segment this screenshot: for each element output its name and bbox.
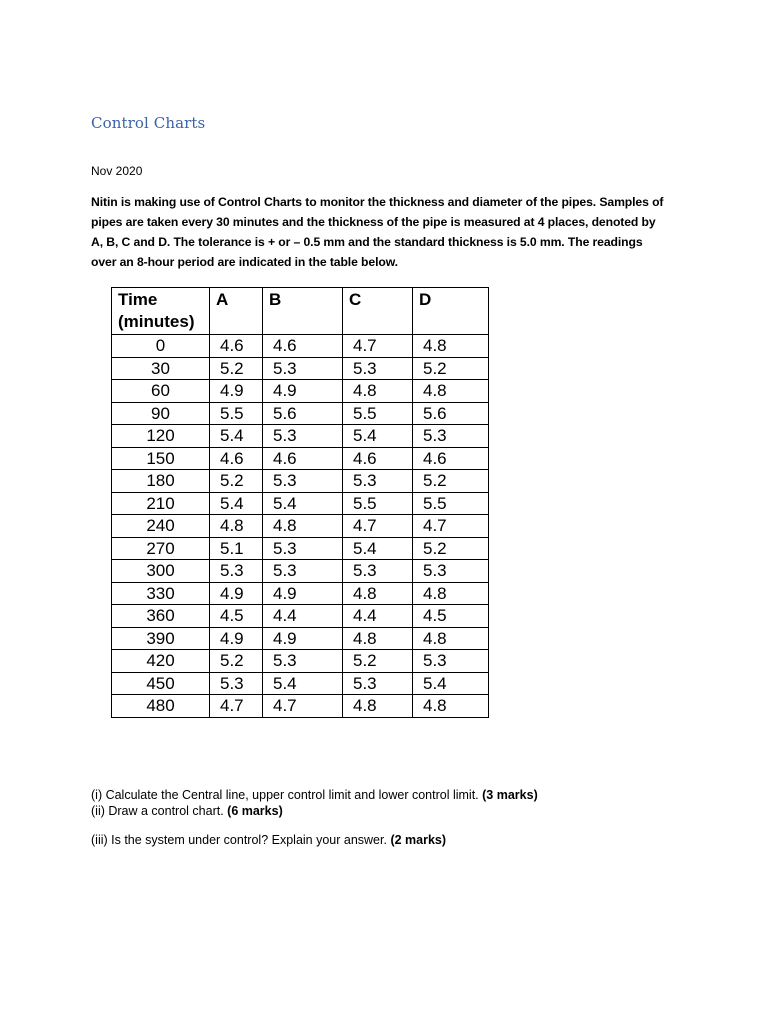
cell-d: 5.3 — [413, 425, 489, 448]
question-3-text: (iii) Is the system under control? Explain your answer. — [91, 833, 391, 847]
cell-time: 30 — [112, 357, 210, 380]
cell-d: 4.7 — [413, 515, 489, 538]
header-time-line2: (minutes) — [118, 312, 195, 331]
cell-b: 4.7 — [263, 695, 343, 718]
cell-c: 4.8 — [343, 695, 413, 718]
cell-d: 5.2 — [413, 470, 489, 493]
cell-a: 5.2 — [210, 470, 263, 493]
cell-d: 5.2 — [413, 537, 489, 560]
cell-time: 0 — [112, 335, 210, 358]
cell-a: 5.2 — [210, 650, 263, 673]
cell-d: 4.8 — [413, 335, 489, 358]
cell-b: 4.6 — [263, 335, 343, 358]
cell-c: 5.4 — [343, 425, 413, 448]
cell-c: 4.4 — [343, 605, 413, 628]
cell-time: 90 — [112, 402, 210, 425]
cell-c: 5.4 — [343, 537, 413, 560]
cell-time: 360 — [112, 605, 210, 628]
cell-b: 5.3 — [263, 357, 343, 380]
cell-b: 4.6 — [263, 447, 343, 470]
readings-table — [111, 287, 489, 718]
table-row — [112, 582, 489, 605]
table-row — [112, 627, 489, 650]
cell-a: 5.4 — [210, 492, 263, 515]
cell-a: 4.6 — [210, 447, 263, 470]
table-row — [112, 357, 489, 380]
cell-b: 5.4 — [263, 672, 343, 695]
cell-c: 5.5 — [343, 492, 413, 515]
cell-a: 4.6 — [210, 335, 263, 358]
table-row — [112, 605, 489, 628]
cell-time: 120 — [112, 425, 210, 448]
cell-b: 5.3 — [263, 560, 343, 583]
cell-d: 4.8 — [413, 627, 489, 650]
cell-a: 5.2 — [210, 357, 263, 380]
table-row — [112, 560, 489, 583]
question-1-marks: (3 marks) — [482, 788, 538, 802]
cell-b: 5.3 — [263, 650, 343, 673]
cell-b: 5.6 — [263, 402, 343, 425]
cell-c: 5.2 — [343, 650, 413, 673]
table-row — [112, 402, 489, 425]
table-row — [112, 425, 489, 448]
header-time — [112, 288, 210, 335]
cell-c: 5.3 — [343, 357, 413, 380]
page-heading: Control Charts — [91, 114, 206, 132]
cell-c: 5.3 — [343, 560, 413, 583]
cell-d: 5.3 — [413, 650, 489, 673]
date-line: Nov 2020 — [91, 164, 143, 178]
question-1 — [91, 788, 538, 802]
header-time-line1: Time — [118, 290, 158, 309]
cell-time: 60 — [112, 380, 210, 403]
cell-c: 4.8 — [343, 627, 413, 650]
cell-time: 150 — [112, 447, 210, 470]
cell-d: 4.8 — [413, 582, 489, 605]
cell-d: 5.5 — [413, 492, 489, 515]
cell-a: 4.5 — [210, 605, 263, 628]
cell-a: 5.3 — [210, 560, 263, 583]
cell-d: 5.4 — [413, 672, 489, 695]
table-row — [112, 470, 489, 493]
cell-time: 300 — [112, 560, 210, 583]
question-3 — [91, 833, 446, 847]
cell-time: 210 — [112, 492, 210, 515]
table-row — [112, 650, 489, 673]
cell-d: 4.8 — [413, 380, 489, 403]
question-1-text: (i) Calculate the Central line, upper control limit and lower control limit. — [91, 788, 483, 802]
table-row — [112, 492, 489, 515]
cell-c: 4.7 — [343, 335, 413, 358]
table-row — [112, 537, 489, 560]
cell-d: 4.5 — [413, 605, 489, 628]
table-row — [112, 672, 489, 695]
cell-c: 4.7 — [343, 515, 413, 538]
question-2-marks: (6 marks) — [227, 804, 283, 818]
intro-line: over an 8-hour period are indicated in the table below. — [91, 255, 398, 269]
table-row — [112, 515, 489, 538]
cell-a: 5.5 — [210, 402, 263, 425]
cell-d: 5.2 — [413, 357, 489, 380]
question-3-marks: (2 marks) — [390, 833, 447, 847]
cell-time: 240 — [112, 515, 210, 538]
cell-b: 5.3 — [263, 470, 343, 493]
cell-a: 4.7 — [210, 695, 263, 718]
cell-d: 4.6 — [413, 447, 489, 470]
cell-d: 4.8 — [413, 695, 489, 718]
cell-b: 5.3 — [263, 537, 343, 560]
cell-time: 450 — [112, 672, 210, 695]
intro-line: pipes are taken every 30 minutes and the thickness of the pipe is measured at 4 places, denoted by — [91, 215, 656, 229]
cell-b: 4.4 — [263, 605, 343, 628]
cell-time: 390 — [112, 627, 210, 650]
question-2 — [91, 804, 283, 818]
cell-b: 5.4 — [263, 492, 343, 515]
table-row — [112, 380, 489, 403]
cell-b: 5.3 — [263, 425, 343, 448]
cell-c: 5.5 — [343, 402, 413, 425]
table-row — [112, 335, 489, 358]
cell-time: 480 — [112, 695, 210, 718]
cell-a: 5.1 — [210, 537, 263, 560]
cell-a: 4.9 — [210, 380, 263, 403]
header-b: B — [263, 288, 343, 335]
cell-c: 4.6 — [343, 447, 413, 470]
cell-time: 180 — [112, 470, 210, 493]
cell-c: 5.3 — [343, 470, 413, 493]
cell-c: 4.8 — [343, 582, 413, 605]
question-2-text: (ii) Draw a control chart. — [91, 804, 228, 818]
intro-paragraph — [91, 192, 691, 272]
cell-d: 5.3 — [413, 560, 489, 583]
cell-time: 270 — [112, 537, 210, 560]
cell-b: 4.9 — [263, 627, 343, 650]
cell-time: 330 — [112, 582, 210, 605]
header-c: C — [343, 288, 413, 335]
cell-c: 5.3 — [343, 672, 413, 695]
table-body — [112, 335, 489, 718]
cell-b: 4.9 — [263, 582, 343, 605]
cell-a: 5.4 — [210, 425, 263, 448]
cell-a: 5.3 — [210, 672, 263, 695]
cell-a: 4.9 — [210, 582, 263, 605]
cell-b: 4.8 — [263, 515, 343, 538]
header-d: D — [413, 288, 489, 335]
cell-time: 420 — [112, 650, 210, 673]
cell-d: 5.6 — [413, 402, 489, 425]
table-row — [112, 695, 489, 718]
table-header-row — [112, 288, 489, 335]
cell-b: 4.9 — [263, 380, 343, 403]
cell-a: 4.8 — [210, 515, 263, 538]
header-a: A — [210, 288, 263, 335]
intro-line: A, B, C and D. The tolerance is + or – 0.5 mm and the standard thickness is 5.0 mm. The readings — [91, 235, 643, 249]
cell-a: 4.9 — [210, 627, 263, 650]
cell-c: 4.8 — [343, 380, 413, 403]
intro-line: Nitin is making use of Control Charts to monitor the thickness and diameter of the pipes. Samples of — [91, 195, 664, 209]
table-row — [112, 447, 489, 470]
